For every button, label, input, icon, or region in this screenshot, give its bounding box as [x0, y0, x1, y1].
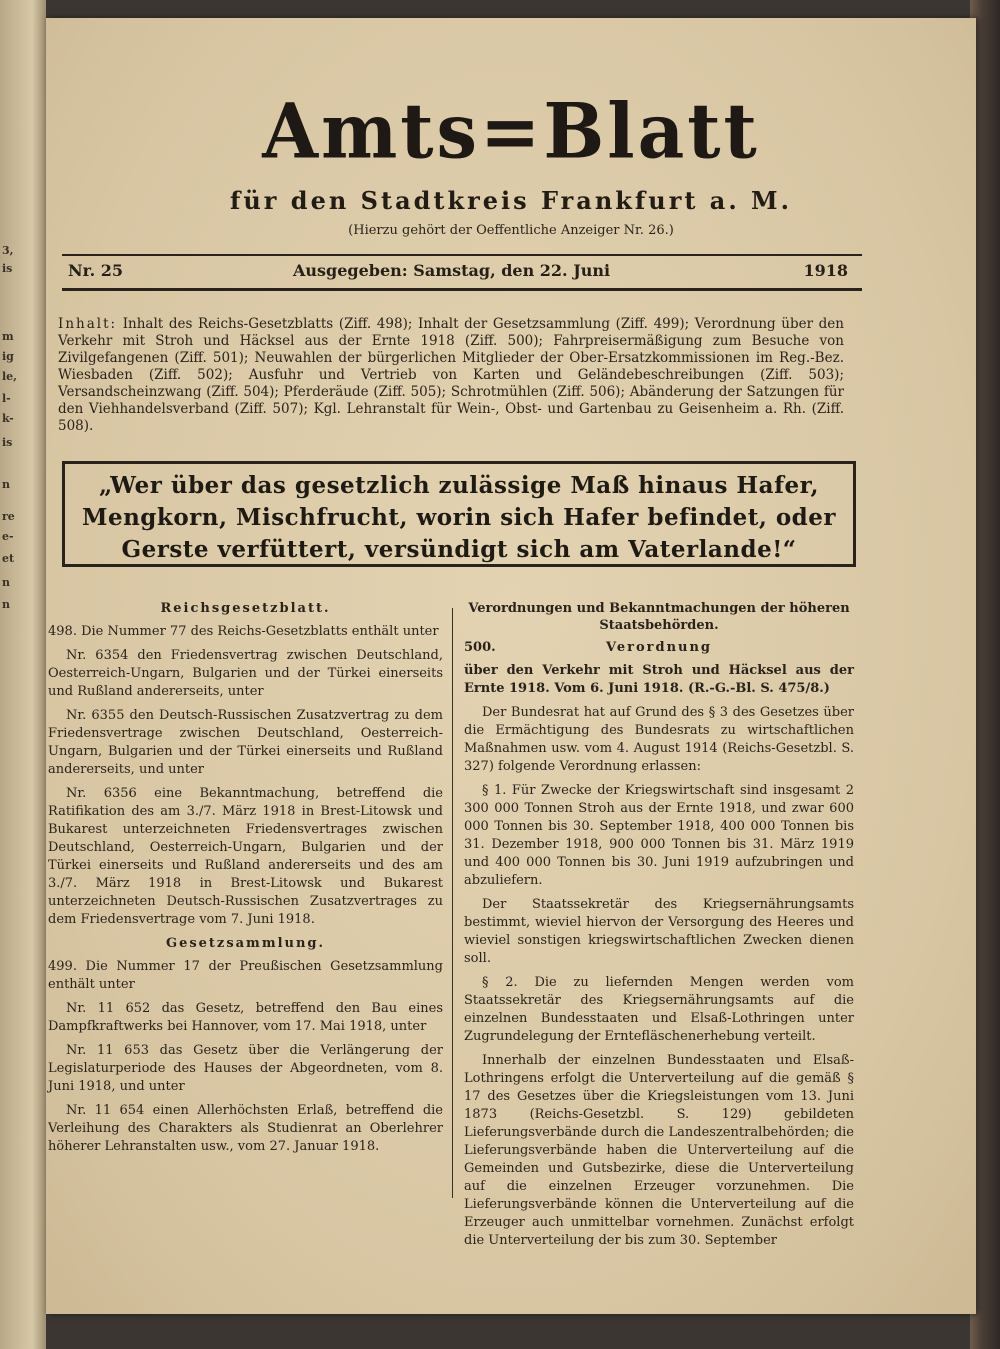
issue-date: Ausgegeben: Samstag, den 22. Juni [293, 261, 611, 280]
page-fragment: n [2, 576, 10, 589]
ordinance-heading: Verordnung [605, 640, 713, 655]
item-498: 498. Die Nummer 77 des Reichs-Gesetzblatts enthält unter [48, 624, 439, 639]
item-6356: Nr. 6356 eine Bekanntmachung, betreffend die Ratifikation des am 3./7. März 1918 in Brest-Litowsk und Bukarest unterzeichneten Friedensvertrages zwischen Deutschland, Oesterreich-Ungarn, Bulgarien und der Türkei einerseits und Rußland andererseits und des am 3./7. März 1918 in Brest-Litowsk und Bukarest unterzeichneten Deutsch-Russischen Zusatzvertrages zu dem Friedensvertrage vom 7. Juni 1918. [48, 786, 443, 927]
page-fragment: k- [2, 412, 14, 425]
page-fragment: e- [2, 530, 14, 543]
item-6355: Nr. 6355 den Deutsch-Russischen Zusatzvertrag zu dem Friedensvertrage zwischen Deutschland, Oesterreich-Ungarn, Bulgarien und der Türkei einerseits und Rußland andererseits, und unter [48, 708, 443, 777]
masthead-subtitle: für den Stadtkreis Frankfurt a. M. [230, 186, 792, 215]
paragraph-1: § 1. Für Zwecke der Kriegswirtschaft sind insgesamt 2 300 000 Tonnen Stroh aus der Ernte 1918, und zwar 600 000 Tonnen bis 30. September 1918, 400 000 Tonnen bis 31. Dezember 1918, 900 000 Tonnen bis 31. März 1919 und 400 000 Tonnen bis 30. Juni 1919 aufzubringen und abzuliefern. [464, 783, 854, 888]
item-11652: Nr. 11 652 das Gesetz, betreffend den Bau eines Dampfkraftwerks bei Hannover, vom 17. Mai 1918, unter [48, 1001, 443, 1034]
page-fragment: l- [2, 392, 11, 405]
page-fragment: 3, [2, 244, 14, 257]
column-divider [452, 608, 453, 1198]
page-fragment: le, [2, 370, 18, 383]
motto-box: „Wer über das gesetzlich zulässige Maß hinaus Hafer, Mengkorn, Mischfrucht, worin sich Hafer befindet, oder Gerste verfüttert, versündigt sich am Vaterlande!“ [62, 461, 856, 567]
page-fragment: m [2, 330, 14, 343]
issue-number: Nr. 25 [68, 261, 123, 280]
contents-label: Inhalt: [58, 316, 118, 332]
right-column [464, 600, 854, 1256]
issue-line [68, 261, 848, 287]
issue-year: 1918 [803, 261, 848, 280]
item-6354: Nr. 6354 den Friedensvertrag zwischen Deutschland, Oesterreich-Ungarn, Bulgarien und der Türkei einerseits und Rußland andererseits, unter [48, 648, 443, 699]
section-heading-reichsgesetzblatt: Reichsgesetzblatt. [160, 601, 331, 616]
item-11654: Nr. 11 654 einen Allerhöchsten Erlaß, betreffend die Verleihung des Charakters als Studienrat an Oberlehrer höherer Lehranstalten usw., vom 27. Januar 1918. [48, 1103, 443, 1154]
item-500-number: 500. [464, 640, 496, 655]
section-heading-verordnungen: Verordnungen und Bekanntmachungen der höheren Staatsbehörden. [468, 601, 850, 633]
top-rule [62, 254, 862, 256]
page-fragment: n [2, 478, 10, 491]
contents-text: Inhalt des Reichs-Gesetzblatts (Ziff. 498); Inhalt der Gesetzsammlung (Ziff. 499); Verordnung über den Verkehr mit Stroh und Häcksel aus der Ernte 1918 (Ziff. 500); Fahrpreisermäßigung zum Besuche von Zivilgefangenen (Ziff. 501); Neuwahlen der bürgerlichen Mitglieder der Ober-Ersatzkommissionen im Reg.-Bez. Wiesbaden (Ziff. 502); Ausfuhr und Vertrieb von Karten und Geländebeschreibungen (Ziff. 503); Versandscheinzwang (Ziff. 504); Pferderäude (Ziff. 505); Schrotmühlen (Ziff. 506); Abänderung der Satzungen für den Viehhandelsverband (Ziff. 507); Kgl. Lehranstalt für Wein-, Obst- und Gartenbau zu Geisenheim a. Rh. (Ziff. 508). [58, 316, 844, 434]
left-column [48, 600, 443, 1162]
adjacent-page-edge [0, 0, 46, 1349]
page-fragment: re [2, 510, 15, 523]
page-fragment: is [2, 436, 13, 449]
page-fragment: et [2, 552, 15, 565]
bottom-rule [62, 288, 862, 291]
ordinance-preamble: Der Bundesrat hat auf Grund des § 3 des Gesetzes über die Ermächtigung des Bundesrats zu wirtschaftlichen Maßnahmen usw. vom 4. August 1914 (Reichs-Gesetzbl. S. 327) folgende Verordnung erlassen: [464, 705, 854, 774]
item-11653: Nr. 11 653 das Gesetz über die Verlängerung der Legislaturperiode des Hauses der Abgeordneten, vom 8. Juni 1918, und unter [48, 1043, 443, 1094]
masthead-title: Amts=Blatt [262, 85, 760, 176]
paragraph-2-cont: Innerhalb der einzelnen Bundesstaaten und Elsaß-Lothringens erfolgt die Unterverteilung auf die gemäß § 17 des Gesetzes über die Kriegsleistungen vom 13. Juni 1873 (Reichs-Gesetzbl. S. 129) gebildeten Lieferungsverbände durch die Landeszentralbehörden; die Lieferungsverbände haben die Unterverteilung auf die Gemeinden und Gutsbezirke, diese die Unterverteilung auf die einzelnen Erzeuger vorzunehmen. Die Lieferungsverbände können die Unterverteilung auf die Erzeuger auch unmittelbar vornehmen. Zunächst erfolgt die Unterverteilung der bis zum 30. September [464, 1053, 854, 1248]
table-of-contents [58, 316, 844, 435]
item-499: 499. Die Nummer 17 der Preußischen Gesetzsammlung enthält unter [48, 959, 443, 992]
page-fragment: is [2, 262, 13, 275]
page-fragment: ig [2, 350, 14, 363]
page-fragment: n [2, 598, 10, 611]
paragraph-1-cont: Der Staatssekretär des Kriegsernährungsamts bestimmt, wieviel hiervon der Versorgung des Heeres und wieviel sonstigen kriegswirtschaftlichen Zwecken dienen soll. [464, 897, 854, 966]
section-heading-gesetzsammlung: Gesetzsammlung. [165, 936, 326, 951]
ordinance-title: über den Verkehr mit Stroh und Häcksel aus der Ernte 1918. Vom 6. Juni 1918. (R.-G.-Bl. S. 475/8.) [464, 663, 854, 696]
newspaper-page [46, 18, 976, 1314]
supplement-note: (Hierzu gehört der Oeffentliche Anzeiger Nr. 26.) [348, 223, 674, 238]
paragraph-2: § 2. Die zu liefernden Mengen werden vom Staatssekretär des Kriegsernährungsamts auf die einzelnen Bundesstaaten und Elsaß-Lothringen unter Zugrundelegung der Erntefläschenerhebung verteilt. [464, 975, 854, 1044]
